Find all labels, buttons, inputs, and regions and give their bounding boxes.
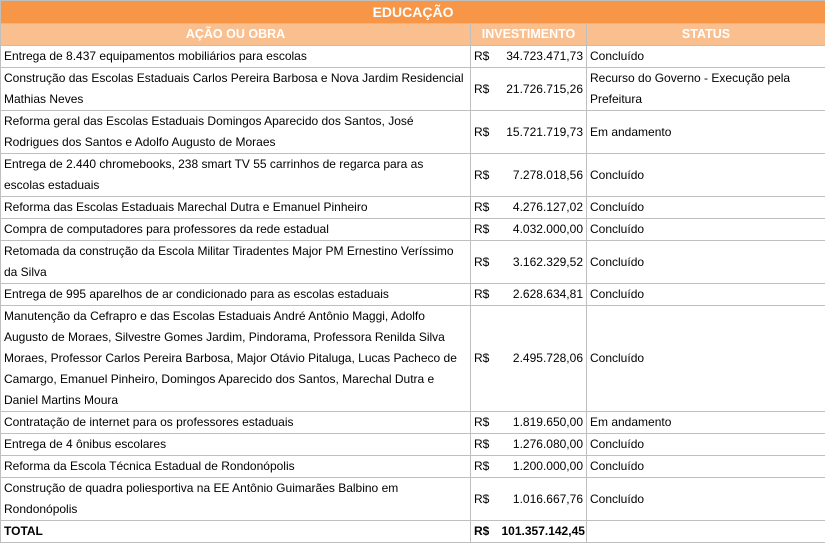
value-cell: 15.721.719,73 (499, 111, 587, 154)
currency-cell: R$ (471, 241, 499, 284)
value-cell: 1.819.650,00 (499, 412, 587, 434)
value-cell: 3.162.329,52 (499, 241, 587, 284)
table-row (1, 46, 825, 68)
value-cell: 4.276.127,02 (499, 197, 587, 219)
value-cell: 7.278.018,56 (499, 154, 587, 197)
status-cell: Concluído (587, 306, 825, 412)
value-cell: 2.495.728,06 (499, 306, 587, 412)
currency-cell: R$ (471, 197, 499, 219)
table-row (1, 241, 825, 284)
status-cell: Concluído (587, 478, 825, 521)
currency-cell: R$ (471, 46, 499, 68)
table-row (1, 154, 825, 197)
status-cell: Concluído (587, 284, 825, 306)
action-cell: Reforma geral das Escolas Estaduais Domingos Aparecido dos Santos, José Rodrigues dos Santos e Adolfo Augusto de Moraes (1, 111, 471, 154)
table-row (1, 111, 825, 154)
action-cell: Entrega de 995 aparelhos de ar condicionado para as escolas estaduais (1, 284, 471, 306)
total-row (1, 521, 825, 543)
currency-cell: R$ (471, 412, 499, 434)
table-row (1, 219, 825, 241)
total-status (587, 521, 825, 543)
table-title: EDUCAÇÃO (1, 1, 825, 24)
header-action: AÇÃO OU OBRA (1, 24, 471, 46)
table-row (1, 456, 825, 478)
status-cell: Concluído (587, 219, 825, 241)
currency-cell: R$ (471, 434, 499, 456)
status-cell: Recurso do Governo - Execução pela Prefeitura (587, 68, 825, 111)
table-row (1, 284, 825, 306)
total-label: TOTAL (1, 521, 471, 543)
action-cell: Compra de computadores para professores da rede estadual (1, 219, 471, 241)
table-row (1, 306, 825, 412)
header-status: STATUS (587, 24, 825, 46)
status-cell: Em andamento (587, 111, 825, 154)
currency-cell: R$ (471, 111, 499, 154)
header-investment: INVESTIMENTO (471, 24, 587, 46)
currency-cell: R$ (471, 219, 499, 241)
value-cell: 1.016.667,76 (499, 478, 587, 521)
value-cell: 1.200.000,00 (499, 456, 587, 478)
currency-cell: R$ (471, 456, 499, 478)
value-cell: 4.032.000,00 (499, 219, 587, 241)
table-row (1, 434, 825, 456)
status-cell: Concluído (587, 241, 825, 284)
table-row (1, 412, 825, 434)
currency-cell: R$ (471, 284, 499, 306)
table-row (1, 197, 825, 219)
status-cell: Concluído (587, 456, 825, 478)
value-cell: 2.628.634,81 (499, 284, 587, 306)
action-cell: Manutenção da Cefrapro e das Escolas Estaduais André Antônio Maggi, Adolfo Augusto de Moraes, Silvestre Gomes Jardim, Pindorama, Professora Renilda Silva Moraes, Professor Carlos Pereira Barbosa, Major Otávio Pitaluga, Lucas Pacheco de Camargo, Emanuel Pinheiro, Domingos Aparecido dos Santos, Marechal Dutra e Daniel Martins Moura (1, 306, 471, 412)
table-body (1, 46, 825, 543)
status-cell: Concluído (587, 46, 825, 68)
action-cell: Entrega de 4 ônibus escolares (1, 434, 471, 456)
total-currency: R$ (471, 521, 499, 543)
action-cell: Construção de quadra poliesportiva na EE Antônio Guimarães Balbino em Rondonópolis (1, 478, 471, 521)
value-cell: 21.726.715,26 (499, 68, 587, 111)
value-cell: 34.723.471,73 (499, 46, 587, 68)
currency-cell: R$ (471, 154, 499, 197)
status-cell: Concluído (587, 434, 825, 456)
currency-cell: R$ (471, 68, 499, 111)
action-cell: Reforma da Escola Técnica Estadual de Rondonópolis (1, 456, 471, 478)
action-cell: Reforma das Escolas Estaduais Marechal Dutra e Emanuel Pinheiro (1, 197, 471, 219)
value-cell: 1.276.080,00 (499, 434, 587, 456)
action-cell: Entrega de 8.437 equipamentos mobiliários para escolas (1, 46, 471, 68)
total-value: 101.357.142,45 (499, 521, 587, 543)
status-cell: Concluído (587, 197, 825, 219)
status-cell: Em andamento (587, 412, 825, 434)
action-cell: Retomada da construção da Escola Militar Tiradentes Major PM Ernestino Veríssimo da Silva (1, 241, 471, 284)
action-cell: Contratação de internet para os professores estaduais (1, 412, 471, 434)
currency-cell: R$ (471, 478, 499, 521)
table-row (1, 68, 825, 111)
status-cell: Concluído (587, 154, 825, 197)
table-row (1, 478, 825, 521)
currency-cell: R$ (471, 306, 499, 412)
action-cell: Entrega de 2.440 chromebooks, 238 smart TV 55 carrinhos de regarca para as escolas estaduais (1, 154, 471, 197)
action-cell: Construção das Escolas Estaduais Carlos Pereira Barbosa e Nova Jardim Residencial Mathias Neves (1, 68, 471, 111)
